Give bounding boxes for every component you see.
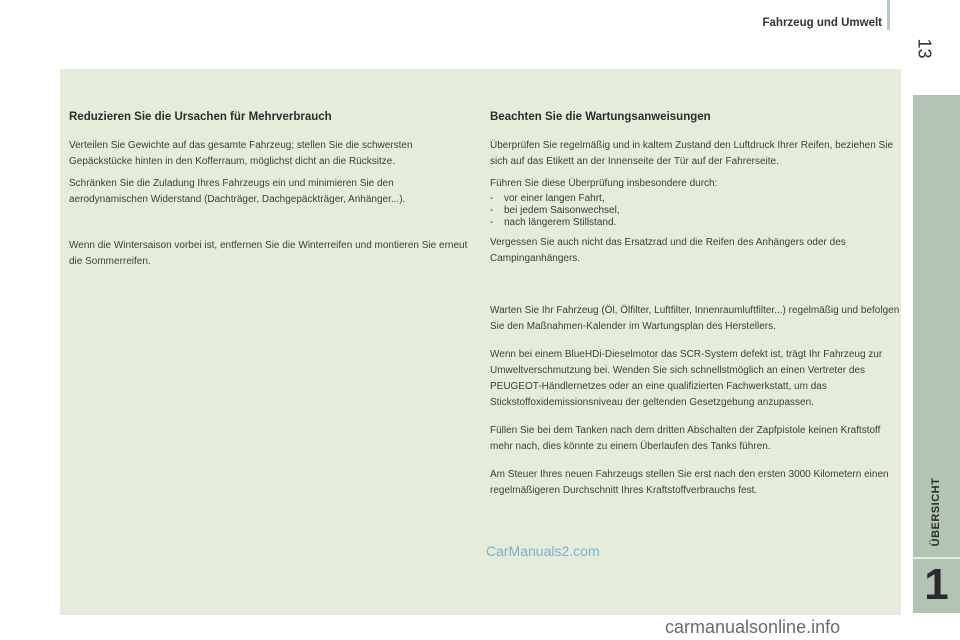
right-paragraph-5: Wenn bei einem BlueHDi-Dieselmotor das SCR-System defekt ist, trägt Ihr Fahrzeug zur Umweltverschmutzung bei. Wenden Sie sich schnellstmöglich an einen Vertreter des PEUGEOT-Händlernetzes oder an eine qualifizierten Fachwerkstatt, um das Stickstoffoxidemissionsniveau der geltenden Gesetzgebung anzupassen. xyxy=(490,349,883,408)
chapter-label: ÜBERSICHT xyxy=(930,477,942,547)
right-paragraph-3: Vergessen Sie auch nicht das Ersatzrad und die Reifen des Anhängers oder des Campinganhängers. xyxy=(490,237,846,264)
left-paragraph-2: Schränken Sie die Zuladung Ihres Fahrzeugs ein und minimieren Sie den aerodynamischen Widerstand (Dachträger, Dachgepäckträger, Anhänger...). xyxy=(69,178,406,205)
left-column xyxy=(69,111,469,276)
list-item: - bei jedem Saisonwechsel, xyxy=(490,205,900,217)
content-panel xyxy=(60,69,901,615)
right-paragraph-6: Füllen Sie bei dem Tanken nach dem dritten Abschalten der Zapfpistole keinen Kraftstoff mehr nach, dies könnte zu einem Überlaufen des Tanks führen. xyxy=(490,425,881,452)
left-heading: Reduzieren Sie die Ursachen für Mehrverbrauch xyxy=(69,111,332,123)
right-paragraph-7: Am Steuer Ihres neuen Fahrzeugs stellen Sie erst nach den ersten 3000 Kilometern einen regelmäßigeren Durchschnitt Ihres Kraftstoffverbrauchs fest. xyxy=(490,469,889,496)
right-paragraph-1: Überprüfen Sie regelmäßig und in kaltem Zustand den Luftdruck Ihrer Reifen, beziehen Sie sich auf das Etikett an der Innenseite der Tür auf der Fahrerseite. xyxy=(490,140,894,167)
left-paragraph-1: Verteilen Sie Gewichte auf das gesamte Fahrzeug; stellen Sie die schwersten Gepäckstücke hinten in den Kofferraum, möglichst dicht an die Rücksitze. xyxy=(69,140,413,167)
watermark-footer: carmanualsonline.info xyxy=(665,617,841,637)
right-paragraph-4: Warten Sie Ihr Fahrzeug (Öl, Ölfilter, Luftfilter, Innenraumluftfilter...) regelmäßig und befolgen Sie den Maßnahmen-Kalender im Wartungsplan des Herstellers. xyxy=(490,305,900,332)
watermark-overlay: CarManuals2.com xyxy=(486,543,600,559)
left-paragraph-3: Wenn die Wintersaison vorbei ist, entfernen Sie die Winterreifen und montieren Sie erneut die Sommerreifen. xyxy=(69,240,468,267)
header-divider xyxy=(887,0,890,30)
page-number: 13 xyxy=(914,38,935,59)
section-title: Fahrzeug und Umwelt xyxy=(762,17,882,29)
right-paragraph-2: Führen Sie diese Überprüfung insbesondere durch: xyxy=(490,178,718,189)
right-column xyxy=(490,111,900,505)
chapter-number: 1 xyxy=(924,560,949,609)
list-item: - vor einer langen Fahrt, xyxy=(490,193,900,205)
list-item: - nach längerem Stillstand. xyxy=(490,217,900,229)
right-heading: Beachten Sie die Wartungsanweisungen xyxy=(490,111,711,123)
check-list xyxy=(490,193,900,229)
